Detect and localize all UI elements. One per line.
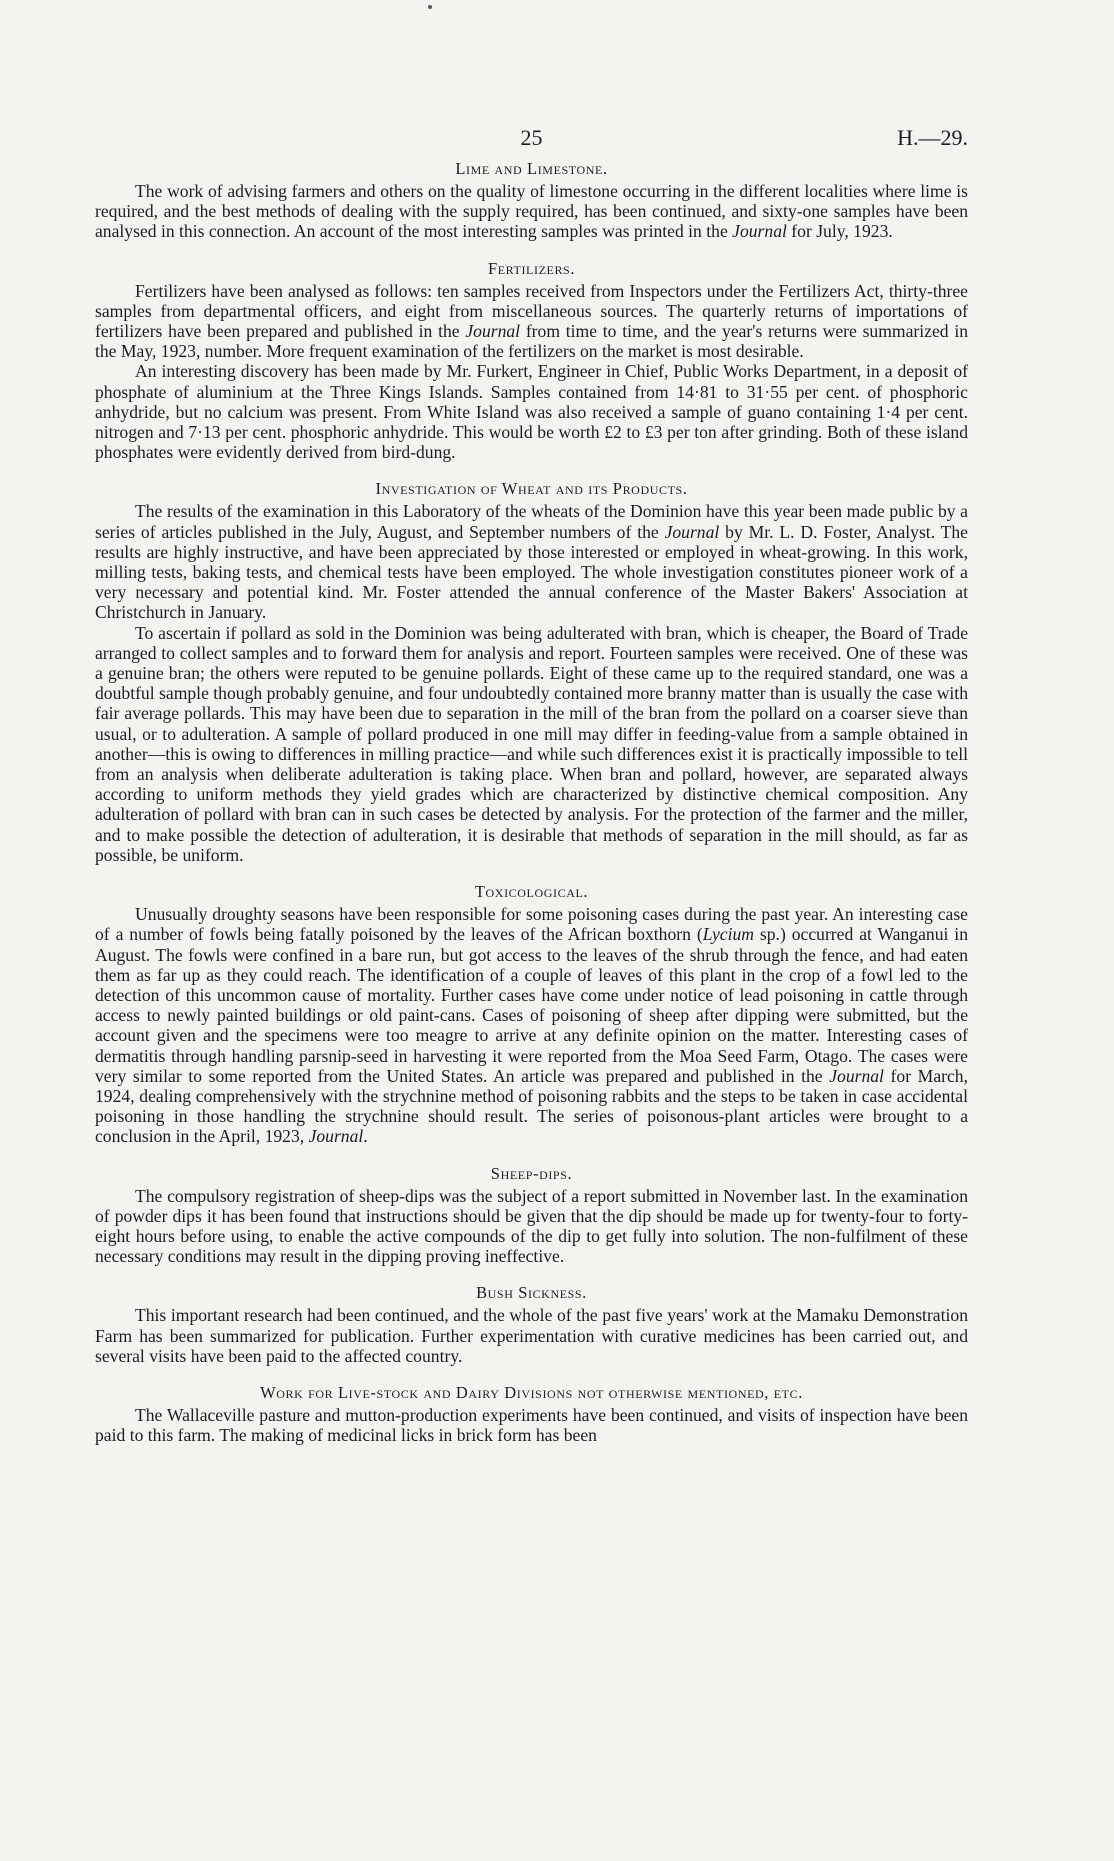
section-heading-fertilizers: Fertilizers. [487,258,576,278]
italic-term: Journal [829,1065,884,1086]
paragraph-wheat-1: The results of the examination in this Laboratory of the wheats of the Dominion have this year been made public by a series of articles published in the July, August, and September numbers of the Journal by Mr. L. D. Foster, Analyst. The results are highly instructive, and have been appreciated by those interested or employed in wheat-growing. In this work, milling tests, baking tests, and chemical tests have been employed. The whole investigation constitutes pioneer work of a very necessary and potential kind. Mr. Foster attended the annual conference of the Master Bakers' Association at Christchurch in January. [95,501,968,623]
document-reference: H.—29. [897,125,968,150]
paragraph-sheepdips-1: The compulsory registration of sheep-dips was the subject of a report submitted in November last. In the examination of powder dips it has been found that instructions should be given that the dip should be made up for twenty-four to forty-eight hours before using, to enable the active compounds of the dip to get fully into solution. The non-fulfilment of these necessary conditions may result in the dipping proving ineffective. [95,1185,968,1267]
paragraph-bush-1: This important research had been continued, and the whole of the past five years' work at the Mamaku Demonstration Farm has been summarized for publication. Further experimentation with curative medicines has been carried out, and several visits have been paid to the affected country. [95,1305,968,1366]
section-heading-livestock: Work for Live-stock and Dairy Divisions not otherwise mentioned, etc. [260,1382,803,1402]
paragraph-livestock-1: The Wallaceville pasture and mutton-production experiments have been continued, and visits of inspection have been paid to this farm. The making of medicinal licks in brick form has been [95,1404,968,1446]
section-heading-wheat: Investigation of Wheat and its Products. [375,479,688,499]
section-heading-bush: Bush Sickness. [476,1283,587,1303]
document-page [95,124,968,1445]
paragraph-fertilizers-1: Fertilizers have been analysed as follows: ten samples received from Inspectors under the Fertilizers Act, thirty-three samples from departmental officers, and eight from miscellaneous sources. The quarterly returns of importations of fertilizers have been prepared and published in the Journal from time to time, and the year's returns were summarized in the May, 1923, number. More frequent examination of the fertilizers on the market is most desirable. [95,280,969,362]
section-heading-lime: Lime and Limestone. [455,159,608,178]
section-heading-sheepdips: Sheep-dips. [490,1163,573,1183]
page-header [95,124,968,158]
paragraph-lime-1: The work of advising farmers and others on the quality of limestone occurring in the different localities where lime is required, and the best methods of dealing with the supply required, has been continued, and sixty-one samples have been analysed in this connection. An account of the most interesting samples was printed in the Journal for July, 1923. [95,181,968,242]
page-number: 25 [520,125,543,150]
speck-mark [428,5,432,9]
italic-term: Journal [465,321,521,342]
italic-term: Journal [664,521,720,542]
section-heading-toxicological: Toxicological. [474,882,589,902]
italic-term: Journal [732,221,787,242]
paragraph-fertilizers-2: An interesting discovery has been made by Mr. Furkert, Engineer in Chief, Public Works Department, in a deposit of phosphate of aluminium at the Three Kings Islands. Samples contained from 14·81 to 31·55 per cent. of phosphoric anhydride, but no calcium was present. From White Island was also received a sample of guano containing 1·4 per cent. nitrogen and 7·13 per cent. phosphoric anhydride. This would be worth £2 to £3 per ton after grinding. Both of these island phosphates were evidently derived from bird-dung. [95,361,968,463]
paragraph-toxicological-1: Unusually droughty seasons have been responsible for some poisoning cases during the past year. An interesting case of a number of fowls being fatally poisoned by the leaves of the African boxthorn (Lycium sp.) occurred at Wanganui in August. The fowls were confined in a bare run, but got access to the leaves of the shrub through the fence, and had eaten them as far up as they could reach. The identification of a couple of leaves of this plant in the crop of a fowl led to the detection of this uncommon cause of mortality. Further cases have come under notice of lead poisoning in cattle through access to newly painted buildings or old paint-cans. Cases of poisoning of sheep after dipping were submitted, but the account given and the specimens were too meagre to arrive at any definite opinion on the matter. Interesting cases of dermatitis through handling parsnip-seed in harvesting it were reported from the Moa Seed Farm, Otago. The cases were very similar to some reported from the United States. An article was prepared and published in the Journal for March, 1924, dealing comprehensively with the strychnine method of poisoning rabbits and the steps to be taken in case accidental poisoning in those handling the strychnine should result. The series of poisonous-plant articles were brought to a conclusion in the April, 1923, Journal. [95,904,968,1147]
italic-term: Lycium [702,924,754,945]
paragraph-wheat-2: To ascertain if pollard as sold in the Dominion was being adulterated with bran, which is cheaper, the Board of Trade arranged to collect samples and to forward them for analysis and report. Fourteen samples were received. One of these was a genuine bran; the others were reputed to be genuine pollards. Eight of these came up to the required standard, one was a doubtful sample though probably genuine, and four undoubtedly contained more branny matter than is usually the case with fair average pollards. This may have been due to separation in the mill of the bran from the pollard on a coarser sieve than usual, or to adulteration. A sample of pollard produced in one mill may differ in feeding-value from a sample obtained in another—this is owing to differences in milling practice—and while such differences exist it is practically impossible to tell from an analysis when deliberate adulteration is taking place. When bran and pollard, however, are separated always according to uniform methods they yield grades which are characterized by distinctive chemical composition. Any adulteration of pollard with bran can in such cases be detected by analysis. For the protection of the farmer and the miller, and to make possible the detection of adulteration, it is desirable that methods of separation in the mill should, as far as possible, be uniform. [95,622,968,865]
document-body [95,158,968,1445]
italic-term: Journal [308,1126,364,1147]
